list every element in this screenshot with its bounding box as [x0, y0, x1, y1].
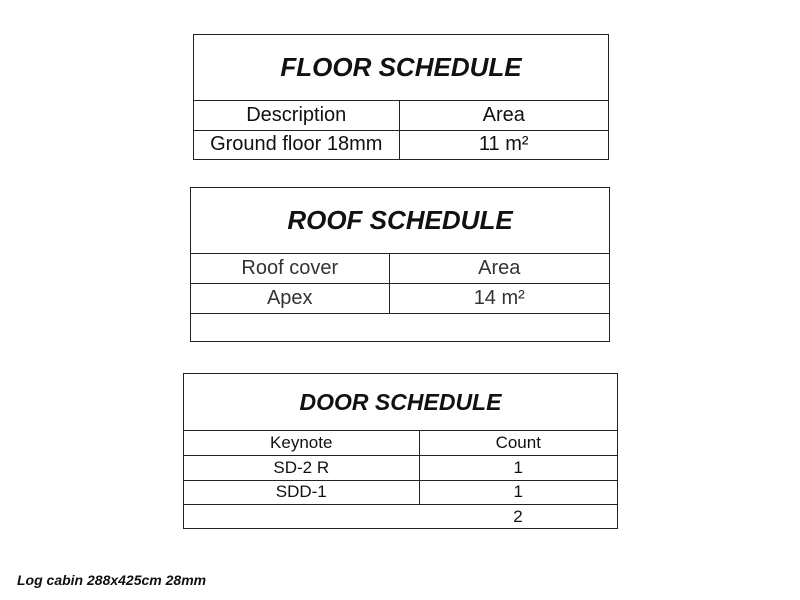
- keynote-cell: SDD-1: [184, 480, 419, 505]
- table-row: [191, 284, 609, 314]
- floor-schedule-title: FLOOR SCHEDULE: [194, 35, 608, 101]
- empty-row: [191, 313, 609, 343]
- roof-schedule-grid: [191, 254, 609, 343]
- count-cell: 1: [419, 480, 617, 505]
- column-header-area: Area: [399, 101, 608, 130]
- roof-schedule-table: [190, 187, 610, 342]
- door-schedule-title: DOOR SCHEDULE: [184, 374, 617, 431]
- roof-schedule-title: ROOF SCHEDULE: [191, 188, 609, 254]
- table-row: [184, 480, 617, 505]
- column-header-keynote: Keynote: [270, 433, 333, 452]
- table-row: [184, 456, 617, 481]
- empty-cell: [191, 313, 609, 343]
- header-row: [191, 254, 609, 284]
- floor-schedule-grid: [194, 101, 608, 159]
- floor-schedule-table: [193, 34, 609, 160]
- table-row: [194, 130, 608, 159]
- total-row: [184, 505, 617, 530]
- column-header-count: Count: [419, 431, 617, 456]
- header-row: [184, 431, 617, 456]
- column-header-description: Description: [246, 103, 347, 126]
- column-header-area: Area: [389, 254, 609, 284]
- keynote-cell: SD-2 R: [184, 456, 419, 481]
- door-schedule-grid: [184, 431, 617, 529]
- column-header-roof-cover: Roof cover: [241, 257, 339, 279]
- total-label-cell: [184, 505, 419, 530]
- count-cell: 1: [419, 456, 617, 481]
- area-cell: 14 m²: [389, 284, 609, 314]
- total-count-cell: 2: [419, 505, 617, 530]
- header-row: [194, 101, 608, 130]
- footer-caption: Log cabin 288x425cm 28mm: [17, 572, 207, 588]
- roof-cover-cell: Apex: [191, 284, 389, 314]
- door-schedule-table: [183, 373, 618, 529]
- description-cell: Ground floor 18mm: [194, 130, 399, 159]
- area-cell: 11 m²: [399, 130, 608, 159]
